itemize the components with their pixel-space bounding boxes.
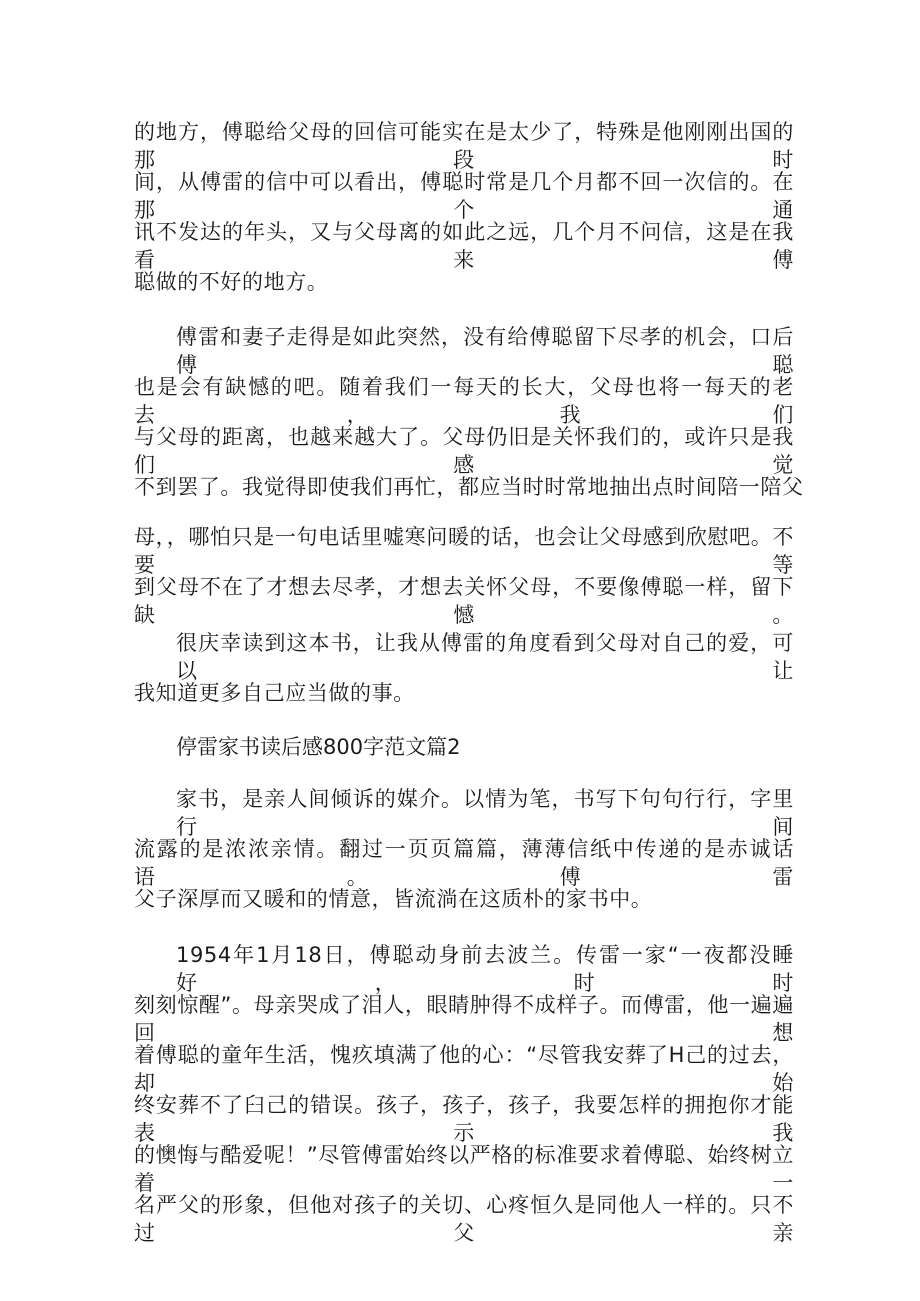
paragraph-line: 终安葬不了臼己的错误。孩子，孩子，孩子，我要怎样的拥抱你才能表示我	[134, 1093, 794, 1145]
paragraph-line: 名严父的形象，但他对孩子的关切、心疼恒久是同他人一样的。只不过父亲	[134, 1193, 794, 1245]
paragraph-line: 间，从傅雷的信中可以看出，傅聪时常是几个月都不回一次信的。在那个通	[134, 170, 794, 222]
paragraph-line: 到父母不在了才想去尽孝，才想去关怀父母，不要像傅聪一样，留下缺憾。	[134, 575, 794, 627]
paragraph-line: 很庆幸读到这本书，让我从傅雷的角度看到父母对自己的爱，可以让	[176, 631, 794, 683]
paragraph-line: 傅雷和妻子走得是如此突然，没有给傅聪留下尽孝的机会，口后傅聪	[176, 325, 794, 377]
paragraph-line: 1954年1月18日，傅聪动身前去波兰。传雷一家“一夜都没睡好，时时	[176, 943, 794, 995]
paragraph-line: 母，，哪怕只是一句电话里嘘寒问暖的话，也会让父母感到欣慰吧。不要等	[134, 525, 794, 577]
paragraph-line: 也是会有缺憾的吧。随着我们一每天的长大，父母也将一每天的老去，我们	[134, 375, 794, 427]
paragraph-line: 刻刻惊醒”。母亲哭成了泪人，眼睛肿得不成样子。而傅雷，他一遍遍回想	[134, 993, 794, 1045]
paragraph-line: 着傅聪的童年生活，愧疚填满了他的心：“尽管我安葬了H己的过去，却始	[134, 1043, 794, 1095]
paragraph-line: 我知道更多自己应当做的事。	[134, 681, 415, 705]
section-heading: 停雷家书读后感800字范文篇2	[176, 735, 461, 759]
paragraph-line: 讯不发达的年头，又与父母离的如此之远，几个月不问信，这是在我看来傅	[134, 220, 794, 272]
paragraph-line: 家书，是亲人间倾诉的媒介。以情为笔，书写下句句行行，字里行间	[176, 787, 794, 839]
paragraph-line: 父子深厚而又暖和的情意，皆流淌在这质朴的家书中。	[134, 887, 653, 911]
paragraph-line: 不到罢了。我觉得即使我们再忙，都应当时时常地抽出点时间陪一陪父	[134, 475, 804, 499]
paragraph-line: 流露的是浓浓亲情。翻过一页页篇篇，薄薄信纸中传递的是赤诚话语。傅雷	[134, 837, 794, 889]
paragraph-line: 的懊悔与酷爱呢！”尽管傅雷始终以严格的标准要求着傅聪、始终树立着一	[134, 1143, 794, 1195]
paragraph-line: 与父母的距离，也越来越大了。父母仍旧是关怀我们的，或许只是我们感觉	[134, 425, 794, 477]
paragraph-line: 聪做的不好的地方。	[134, 270, 329, 294]
paragraph-line: 的地方，傅聪给父母的回信可能实在是太少了，特殊是他刚刚出国的那段时	[134, 120, 794, 172]
